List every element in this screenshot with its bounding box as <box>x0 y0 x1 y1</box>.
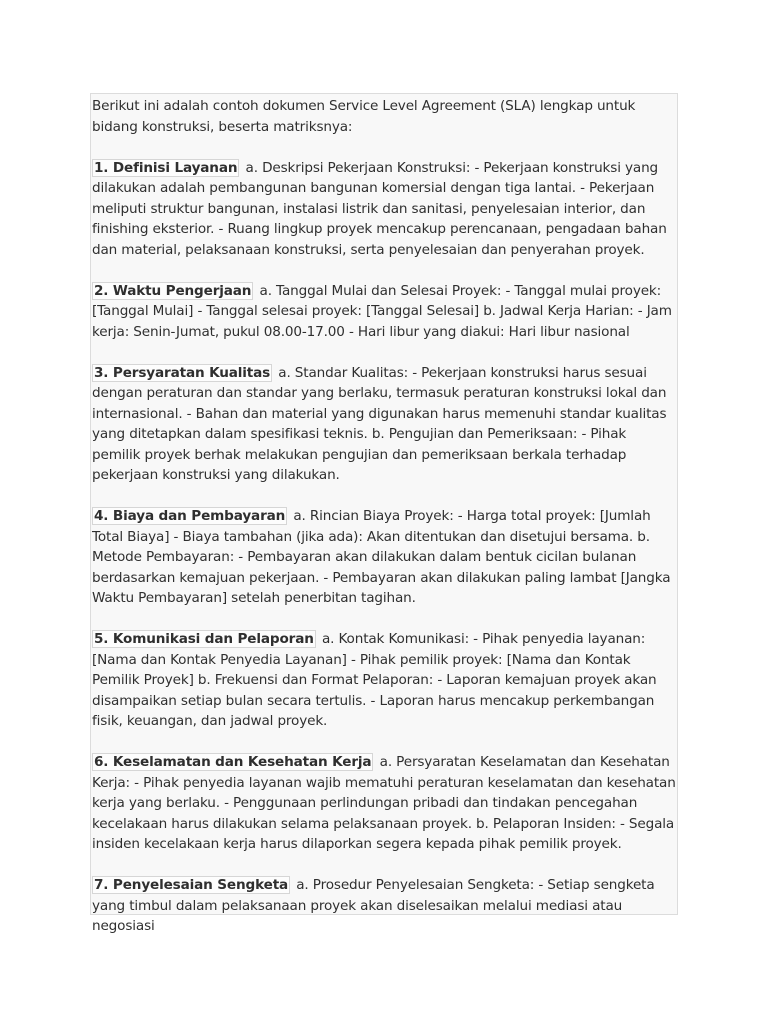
section-body: a. Rincian Biaya Proyek: - Harga total proyek: [Jumlah Total Biaya] - Biaya tambahan (jika ada): Akan ditentukan dan disetujui bersama. b. Metode Pembayaran: - Pembayaran akan dilakukan dalam bentuk cicilan bulanan berdasarkan kemajuan pekerjaan. - Pembayaran akan dilakukan paling lambat [Jangka Waktu Pembayaran] setelah penerbitan tagihan. <box>92 508 671 606</box>
section-body: a. Prosedur Penyelesaian Sengketa: - Setiap sengketa yang timbul dalam pelaksanaan proyek akan diselesaikan melalui mediasi atau negosiasi <box>92 877 655 934</box>
section-heading: 2. Waktu Pengerjaan <box>94 282 252 299</box>
section-body: a. Tanggal Mulai dan Selesai Proyek: - Tanggal mulai proyek: [Tanggal Mulai] - Tanggal selesai proyek: [Tanggal Selesai] b. Jadwal Kerja Harian: - Jam kerja: Senin-Jumat, pukul 08.00-17.00 - Hari libur yang diakui: Hari libur nasional <box>92 282 672 340</box>
section-heading: 5. Komunikasi dan Pelaporan <box>94 631 314 647</box>
section-heading: 6. Keselamatan dan Kesehatan Kerja <box>94 754 372 770</box>
section-komunikasi-pelaporan <box>92 629 677 732</box>
section-keselamatan-kesehatan <box>92 752 677 855</box>
section-heading: 4. Biaya dan Pembayaran <box>94 508 286 524</box>
intro-paragraph: Berikut ini adalah contoh dokumen Service Level Agreement (SLA) lengkap untuk bidang konstruksi, beserta matriksnya: <box>92 98 636 135</box>
document-page <box>90 93 678 934</box>
section-body: a. Persyaratan Keselamatan dan Kesehatan Kerja: - Pihak penyedia layanan wajib mematuhi peraturan keselamatan dan kesehatan kerja yang berlaku. - Penggunaan perlindungan pribadi dan tindakan pencegahan kecelakaan harus dilakukan selama pelaksanaan proyek. b. Pelaporan Insiden: - Segala insiden kecelakaan kerja harus dilaporkan segera kepada pihak pemilik proyek. <box>92 754 676 852</box>
section-heading: 3. Persyaratan Kualitas <box>94 364 271 381</box>
section-persyaratan-kualitas <box>92 363 677 486</box>
section-heading: 7. Penyelesaian Sengketa <box>94 877 289 893</box>
section-biaya-pembayaran <box>92 506 677 609</box>
section-waktu-pengerjaan <box>92 281 677 343</box>
section-definisi-layanan <box>92 158 677 261</box>
section-body: a. Kontak Komunikasi: - Pihak penyedia layanan: [Nama dan Kontak Penyedia Layanan] - Pihak pemilik proyek: [Nama dan Kontak Pemilik Proyek] b. Frekuensi dan Format Pelaporan: - Laporan kemajuan proyek akan disampaikan setiap bulan secara tertulis. - Laporan harus mencakup perkembangan fisik, keuangan, dan jadwal proyek. <box>92 631 657 729</box>
section-heading: 1. Definisi Layanan <box>94 159 238 176</box>
section-body: a. Deskripsi Pekerjaan Konstruksi: - Pekerjaan konstruksi yang dilakukan adalah pembangunan bangunan komersial dengan tiga lantai. - Pekerjaan meliputi struktur bangunan, instalasi listrik dan sanitasi, penyelesaian interior, dan finishing eksterior. - Ruang lingkup proyek mencakup perencanaan, pengadaan bahan dan material, pelaksanaan konstruksi, serta penyelesaian dan penyerahan proyek. <box>92 159 667 258</box>
section-penyelesaian-sengketa <box>92 875 677 937</box>
section-body: a. Standar Kualitas: - Pekerjaan konstruksi harus sesuai dengan peraturan dan standar yang berlaku, termasuk peraturan konstruksi lokal dan internasional. - Bahan dan material yang digunakan harus memenuhi standar kualitas yang ditetapkan dalam spesifikasi teknis. b. Pengujian dan Pemeriksaan: - Pihak pemilik proyek berhak melakukan pengujian dan pemeriksaan berkala terhadap pekerjaan konstruksi yang dilakukan. <box>92 364 667 483</box>
